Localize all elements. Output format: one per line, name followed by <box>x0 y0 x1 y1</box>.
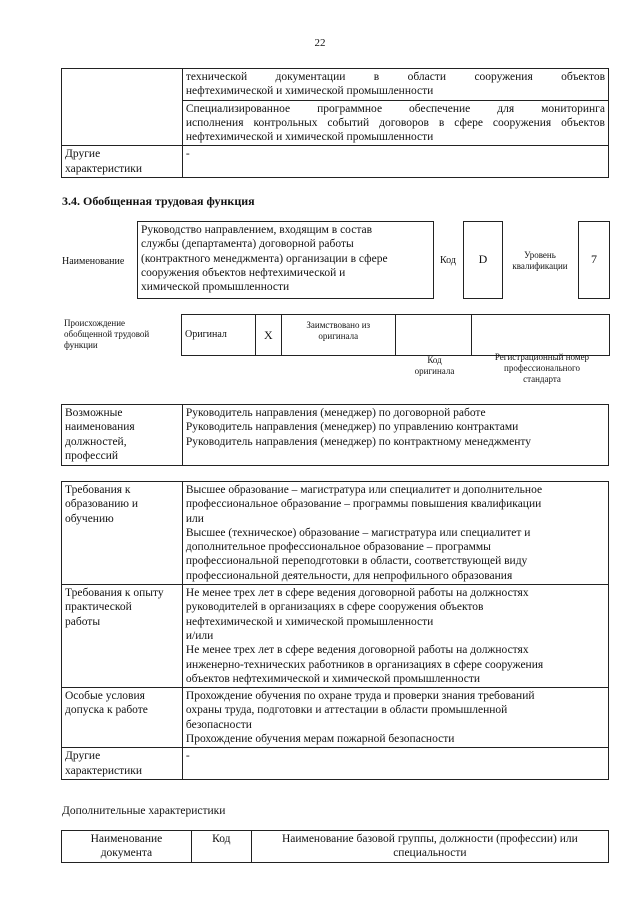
text-line: Требования к <box>65 484 131 496</box>
text-line: обучению <box>65 512 114 525</box>
text-line: Требования к опыту <box>65 587 164 600</box>
experience-value-cell <box>182 585 608 688</box>
other-label-cell <box>62 146 183 178</box>
requirements-table <box>61 481 609 780</box>
text-line: Специализированное программное обеспечение для мониторинга <box>185 102 605 115</box>
registration-caption <box>473 352 611 385</box>
text-line: квалификации <box>512 261 568 271</box>
original-mark-cell: X <box>255 315 281 356</box>
position-item: Руководитель направления (менеджер) по договорной работе <box>185 407 486 419</box>
table-row <box>62 482 609 585</box>
text-line: работы <box>65 615 101 628</box>
level-value: 7 <box>591 252 597 266</box>
origin-label <box>64 318 174 351</box>
code-value: D <box>478 252 488 266</box>
position-item: Руководитель направления (менеджер) по управлению контрактами <box>185 421 519 434</box>
text-line: профессиональной переподготовки в области, соответствующей виду <box>185 555 528 568</box>
additional-table <box>61 830 609 863</box>
position-item: Руководитель направления (менеджер) по контрактному менеджменту <box>185 435 531 448</box>
text-line: - <box>185 750 190 763</box>
table-row <box>62 405 609 466</box>
text-line: профессий <box>65 449 119 462</box>
text-line: нефтехимической и химической промышленности <box>185 615 434 628</box>
text-line: химической промышленности <box>141 281 290 294</box>
text-line: нефтехимической и химической промышленности <box>185 131 434 144</box>
text-line: наименования <box>65 421 135 434</box>
code-label: Код <box>440 255 456 266</box>
section-title: 3.4. Обобщенная трудовая функция <box>62 194 255 208</box>
text-line: стандарта <box>523 374 561 384</box>
text-line: обобщенной трудовой <box>64 329 150 339</box>
text-line: документа <box>100 847 153 860</box>
text-line: Не менее трех лет в сфере ведения договорной работы на должностях <box>185 587 529 600</box>
text-line: объектов нефтехимической и химической промышленности <box>185 672 481 685</box>
text-line: исполнения контрольных событий договоров в сфере сооружения объектов <box>185 116 605 129</box>
text-line: Прохождение обучения мерам пожарной безопасности <box>185 733 455 746</box>
other-characteristics-value-cell <box>182 748 608 780</box>
education-label-cell <box>62 482 183 585</box>
positions-values-cell <box>182 405 608 466</box>
text-line: Не менее трех лет в сфере ведения договорной работы на должностях <box>185 644 529 657</box>
text-line: нефтехимической и химической промышленности <box>185 85 434 98</box>
top-continuation-table <box>61 68 609 178</box>
page-number: 22 <box>314 37 326 49</box>
other-characteristics-label-cell <box>62 748 183 780</box>
top-row2-cell <box>182 100 608 146</box>
registration-number-cell <box>472 315 610 356</box>
text-line: оригинала <box>318 331 359 341</box>
text-line: Другие <box>65 750 101 763</box>
original-label-cell: Оригинал <box>182 315 256 356</box>
positions-table <box>61 404 609 466</box>
text-line: Высшее (техническое) образование – магистратура или специалитет и <box>185 526 531 539</box>
text-line: характеристики <box>65 764 143 777</box>
table-row <box>62 748 609 780</box>
text-line: Регистрационный номер <box>494 352 590 362</box>
text-line: дополнительное профессиональное образование – программы <box>185 541 491 554</box>
text-line: Заимствовано из <box>306 320 371 330</box>
positions-label-cell <box>62 405 183 466</box>
borrowed-label-cell <box>281 315 395 356</box>
text-line: сооружения объектов нефтехимической и <box>141 266 346 279</box>
name-label: Наименование <box>62 256 125 267</box>
text-line: инженерно-технических работников в организациях в сфере сооружения <box>185 658 544 671</box>
code-caption <box>396 355 473 377</box>
text-line: безопасности <box>185 718 252 731</box>
text-line: функции <box>64 340 98 350</box>
table-row <box>62 146 609 178</box>
text-line: руководителей в организациях в сфере сооружения объектов <box>185 601 484 614</box>
text-line: профессионального <box>504 363 580 373</box>
text-line: допуска к работе <box>65 704 148 717</box>
text-line: Высшее образование – магистратура или специалитет и дополнительное <box>185 484 543 496</box>
document-name-header <box>62 831 192 863</box>
table-row <box>62 69 609 101</box>
text-line: Особые условия <box>65 690 145 703</box>
text-line: или <box>185 512 204 525</box>
level-value-box <box>578 221 610 299</box>
text-line: Прохождение обучения по охране труда и проверки знания требований <box>185 690 535 703</box>
text-line: специальности <box>393 847 467 860</box>
text-line: Возможные <box>65 407 123 419</box>
experience-label-cell <box>62 585 183 688</box>
additional-title: Дополнительные характеристики <box>62 805 226 817</box>
education-value-cell <box>182 482 608 585</box>
code-value-box <box>463 221 503 299</box>
text-line: Происхождение <box>64 318 126 328</box>
text-line: образованию и <box>65 498 138 511</box>
text-line: Другие <box>65 148 101 161</box>
table-row <box>62 585 609 688</box>
other-value-cell: - <box>182 146 608 178</box>
text-line: профессиональное образование – программы повышения квалификации <box>185 498 542 511</box>
text-line: службы (департамента) договорной работы <box>141 238 354 251</box>
text-line: охраны труда, подготовки и аттестации в области промышленной <box>185 704 508 717</box>
text-line: технической документации в области сооружения объектов <box>185 71 605 83</box>
text-line: оригинала <box>414 366 455 376</box>
origin-table <box>181 314 610 356</box>
text-line: Уровень <box>524 250 556 260</box>
function-name-box <box>137 221 434 299</box>
text-line: и/или <box>185 629 214 642</box>
special-conditions-label-cell <box>62 688 183 748</box>
level-label <box>504 250 576 272</box>
text-line: Код <box>427 355 442 365</box>
table-row <box>182 315 610 356</box>
text-line: характеристики <box>65 162 143 175</box>
code-header: Код <box>191 831 251 863</box>
original-code-cell <box>395 315 472 356</box>
special-conditions-value-cell <box>182 688 608 748</box>
empty-label-cell <box>62 69 183 146</box>
text-line: Наименование <box>90 833 163 845</box>
text-line: профессиональной деятельности, для непрофильного образования <box>185 569 513 582</box>
table-row <box>62 831 609 863</box>
base-group-header <box>251 831 608 863</box>
text-line: (контрактного менеджмента) организации в сфере <box>141 252 388 265</box>
text-line: Руководство направлением, входящим в состав <box>141 224 373 236</box>
top-row1-cell <box>182 69 608 101</box>
text-line: практической <box>65 601 132 614</box>
text-line: Наименование базовой группы, должности (профессии) или <box>281 833 578 845</box>
text-line: должностей, <box>65 435 127 448</box>
table-row <box>62 688 609 748</box>
